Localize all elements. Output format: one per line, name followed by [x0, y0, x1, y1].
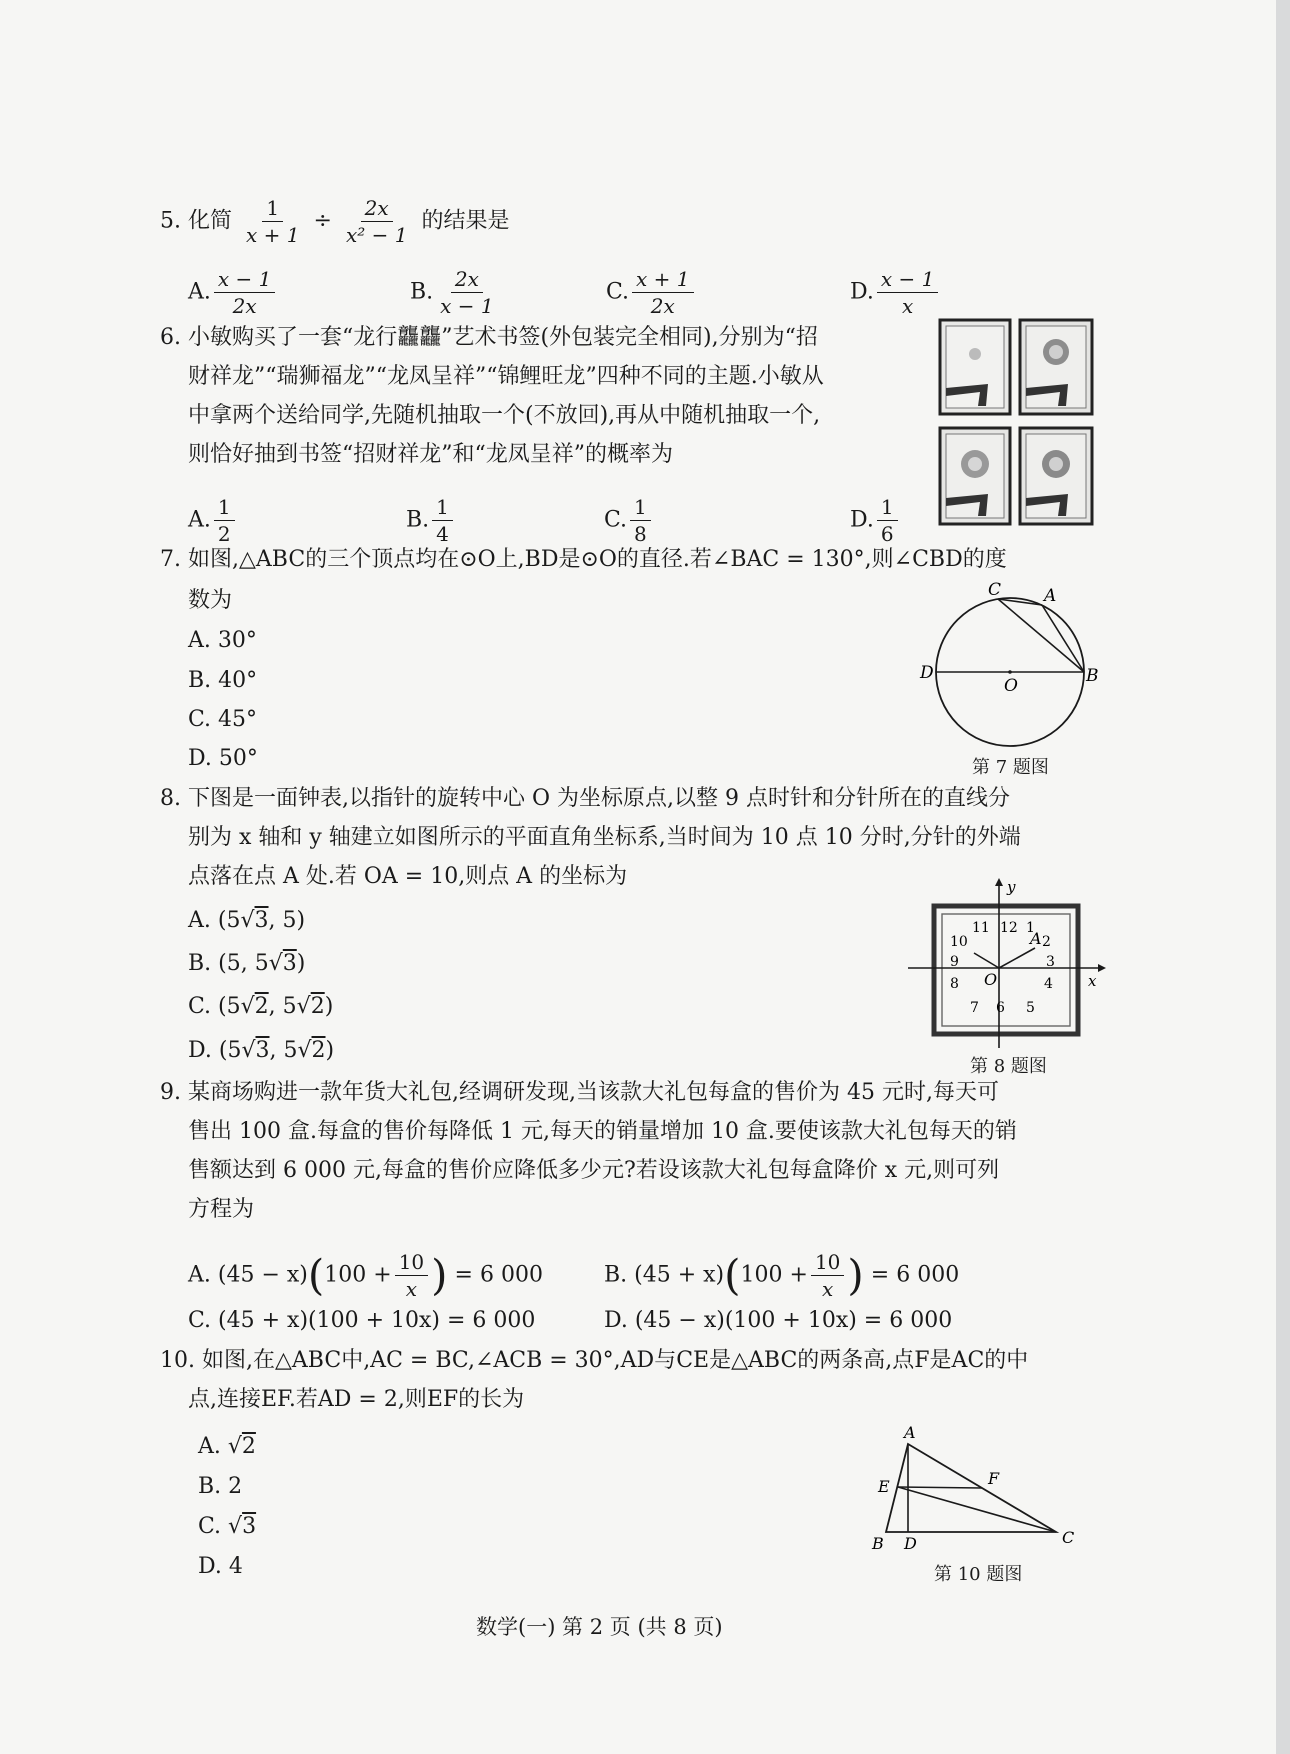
- question-9-line-1: 9. 某商场购进一款年货大礼包,经调研发现,当该款大礼包每盒的售价为 45 元时,每天可: [160, 1080, 999, 1105]
- question-7-line-1: 7. 如图,△ABC的三个顶点均在⊙O上,BD是⊙O的直径.若∠BAC = 130°,则∠CBD的度: [160, 547, 1007, 572]
- minute-hand: [999, 948, 1035, 968]
- question-8-line-3: 点落在点 A 处.若 OA = 10,则点 A 的坐标为: [188, 864, 628, 889]
- bookmark-2: [1020, 320, 1092, 414]
- question-text: 化简: [188, 208, 233, 234]
- question-7-line-2: 数为: [188, 588, 233, 613]
- question-8-line-1: 8. 下图是一面钟表,以指针的旋转中心 O 为坐标原点,以整 9 点时针和分针所在的直线分: [160, 786, 1010, 811]
- question-6-line-4: 则恰好抽到书签“招财祥龙”和“龙凤呈祥”的概率为: [188, 442, 673, 467]
- clock-3: 3: [1046, 954, 1055, 970]
- bookmark-4: [1020, 428, 1092, 524]
- option-c: C. $\frac{x + 1}{2x}$: [606, 268, 697, 317]
- clock-8: 8: [950, 976, 959, 992]
- scan-edge: [1276, 0, 1290, 1754]
- clock-10: 10: [950, 934, 968, 950]
- question-10-line-2: 点,连接EF.若AD = 2,则EF的长为: [188, 1387, 525, 1412]
- label-f: F: [988, 1469, 1000, 1488]
- question-5: [160, 197, 509, 246]
- label-x: x: [1088, 972, 1097, 990]
- clock-7: 7: [970, 1000, 979, 1016]
- option-b: B. (45 + x)(100 + $\frac{10}{x}$ ) = 6 000: [604, 1250, 960, 1301]
- option-c: C. $\frac{1}{8}$: [604, 496, 654, 545]
- bookmark-3: [940, 428, 1010, 524]
- clock-figure: [906, 878, 1108, 1050]
- hour-hand: [974, 953, 999, 968]
- option-a: A. √2: [198, 1434, 256, 1459]
- label-d: D: [920, 663, 934, 683]
- option-a: A. (5√3, 5): [188, 908, 306, 933]
- option-a: A. $\frac{1}{2}$: [188, 496, 238, 545]
- clock-12: 12: [1000, 920, 1018, 936]
- clock-2: 2: [1042, 934, 1051, 950]
- label-b: B: [1086, 666, 1099, 686]
- label-b: B: [872, 1534, 884, 1553]
- figure-10-caption: 第 10 题图: [934, 1564, 1023, 1585]
- option-a: A. 30°: [188, 628, 257, 653]
- question-number: 5.: [160, 208, 181, 234]
- question-9-line-4: 方程为: [188, 1197, 255, 1222]
- label-a: A: [904, 1423, 916, 1442]
- question-8-line-2: 别为 x 轴和 y 轴建立如图所示的平面直角坐标系,当时间为 10 点 10 分时,分针的外端: [188, 825, 1021, 850]
- page-footer: 数学(一) 第 2 页 (共 8 页): [476, 1615, 723, 1639]
- question-9-line-3: 售额达到 6 000 元,每盒的售价应降低多少元?若设该款大礼包每盒降价 x 元,则可列: [188, 1158, 1000, 1183]
- option-d: D. (45 − x)(100 + 10x) = 6 000: [604, 1308, 953, 1333]
- option-c: C. (45 + x)(100 + 10x) = 6 000: [188, 1308, 536, 1333]
- label-c: C: [988, 580, 1002, 600]
- option-c: C. 45°: [188, 707, 258, 732]
- fraction: $\frac{1}{x + 1}$: [246, 196, 300, 247]
- figure-7-caption: 第 7 题图: [972, 757, 1049, 778]
- clock-6: 6: [996, 1000, 1005, 1016]
- option-a: A. $\frac{x - 1}{2x}$: [188, 268, 278, 317]
- option-b: B. $\frac{1}{4}$: [406, 496, 456, 545]
- option-d: D. 4: [198, 1554, 243, 1579]
- segment-ef: [898, 1487, 982, 1488]
- option-b: B. 2: [198, 1474, 243, 1499]
- option-b: B. (5, 5√3): [188, 951, 306, 976]
- question-6-line-1: 6. 小敏购买了一套“龙行龘龘”艺术书签(外包装完全相同),分别为“招: [160, 325, 818, 350]
- label-c: C: [1062, 1528, 1075, 1547]
- option-c: C. (5√2, 5√2): [188, 994, 334, 1019]
- clock-4: 4: [1044, 976, 1053, 992]
- question-10-line-1: 10. 如图,在△ABC中,AC = BC,∠ACB = 30°,AD与CE是△ABC的两条高,点F是AC的中: [160, 1348, 1029, 1373]
- circle-figure: [918, 580, 1102, 760]
- segment-cb: [998, 599, 1084, 672]
- option-c: C. √3: [198, 1514, 257, 1539]
- option-d: D. $\frac{1}{6}$: [850, 496, 901, 545]
- clock-1: 1: [1026, 920, 1035, 936]
- option-a: A. (45 − x)(100 + $\frac{10}{x}$ ) = 6 000: [188, 1250, 543, 1301]
- label-o: O: [984, 970, 998, 989]
- label-a: A: [1030, 929, 1042, 948]
- clock-11: 11: [972, 920, 990, 936]
- question-text: 的结果是: [421, 208, 510, 234]
- question-6-line-3: 中拿两个送给同学,先随机抽取一个(不放回),再从中随机抽取一个,: [188, 403, 821, 428]
- label-a: A: [1044, 586, 1057, 606]
- option-d: D. (5√3, 5√2): [188, 1038, 335, 1063]
- option-d: D. 50°: [188, 746, 258, 771]
- figure-8-caption: 第 8 题图: [970, 1056, 1047, 1077]
- label-o: O: [1004, 676, 1018, 696]
- label-y: y: [1007, 878, 1016, 896]
- bookmarks-photo: [938, 318, 1096, 528]
- question-6-line-2: 财祥龙”“瑞狮福龙”“龙凤呈祥”“锦鲤旺龙”四种不同的主题.小敏从: [188, 364, 824, 389]
- option-d: D. $\frac{x - 1}{x}$: [850, 268, 941, 317]
- fraction: $\frac{2x}{\text{x² − 1}}$: [345, 196, 408, 247]
- divide-sign: ÷: [313, 208, 332, 234]
- bookmark-1: [940, 320, 1010, 414]
- option-b: B. $\frac{2x}{x - 1}$: [410, 267, 494, 318]
- clock-5: 5: [1026, 1000, 1035, 1016]
- label-d: D: [904, 1534, 917, 1553]
- question-9-line-2: 售出 100 盒.每盒的售价每降低 1 元,每天的销量增加 10 盒.要使该款大礼包每天的销: [188, 1119, 1017, 1144]
- segment-ab: [1042, 605, 1084, 672]
- altitude-ce: [898, 1487, 1056, 1532]
- triangle-figure: [866, 1418, 1088, 1558]
- option-b: B. 40°: [188, 668, 258, 693]
- label-e: E: [878, 1477, 890, 1496]
- clock-9: 9: [950, 954, 959, 970]
